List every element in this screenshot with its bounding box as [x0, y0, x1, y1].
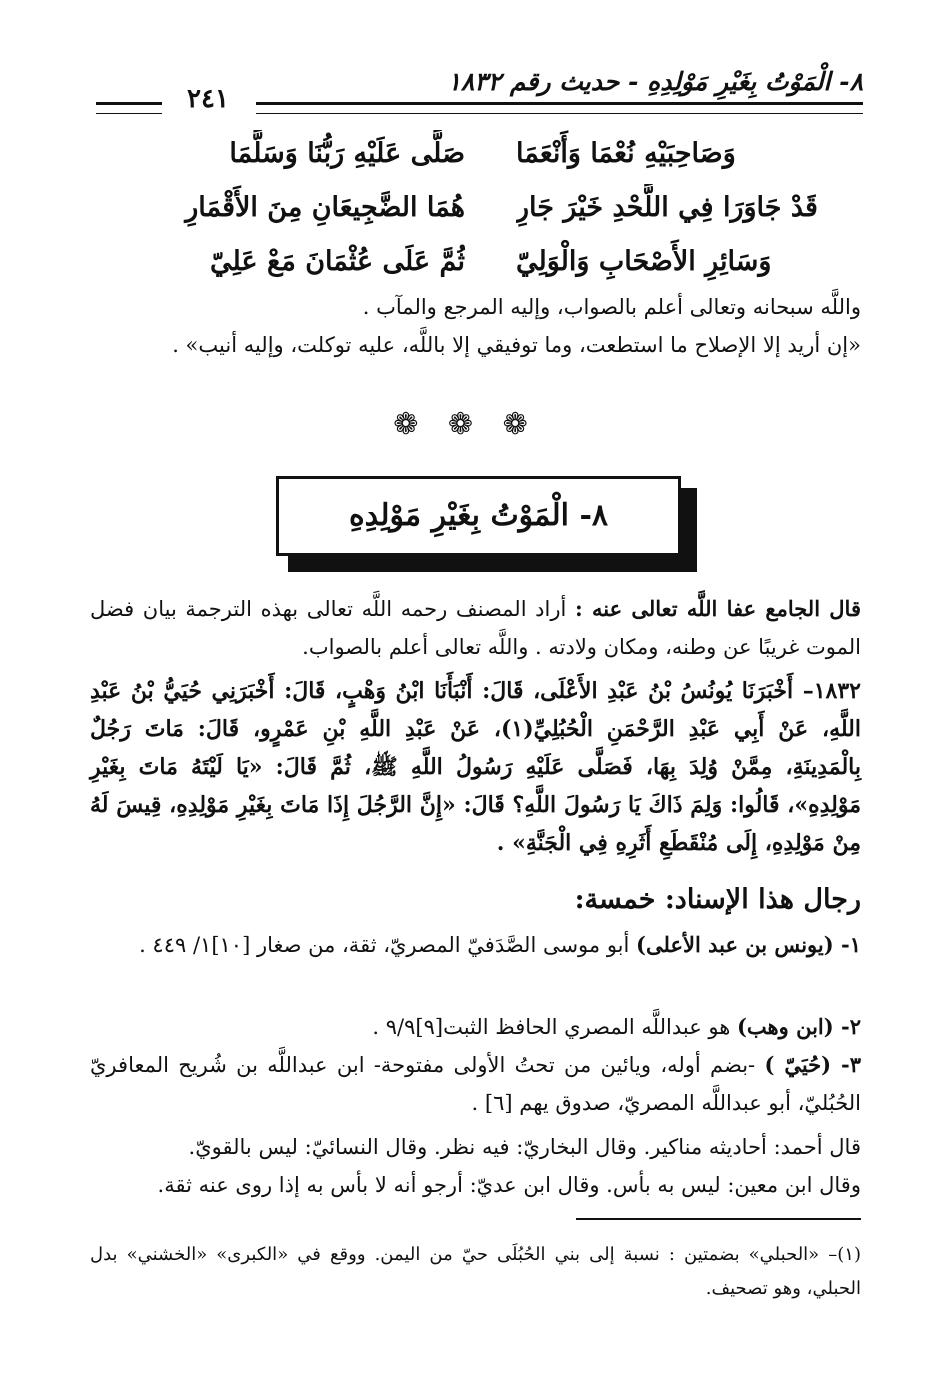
header-rule-short — [96, 102, 162, 114]
critique-line: قال أحمد: أحاديثه مناكير. وقال البخاريّ: فيه نظر. وقال النسائيّ: ليس بالقويّ. — [188, 1135, 861, 1159]
footnote: (١)– «الحبلي» بضمتين : نسبة إلى بني الحُبُلَى حيّ من اليمن. ووقع في «الكبرى» «الخشني» بدل الحبلي، وهو تصحيف. — [90, 1244, 861, 1299]
narrator-item — [90, 1008, 861, 1046]
narrator-description: هو عبداللَّه المصري الحافظ الثبت[٩]٩/٩ . — [372, 1015, 737, 1039]
narrators-heading: رجال هذا الإسناد: خمسة: — [574, 884, 861, 915]
running-title: ٨- الْمَوْتُ بِغَيْرِ مَوْلِدِهِ - حديث رقم ١٨٣٢ — [447, 67, 863, 96]
header-rule-long — [256, 102, 863, 114]
narrator-name: ٢- (ابن وهب) — [737, 1014, 861, 1039]
narrator-name: ٣- (حُيَيّ ) — [764, 1052, 861, 1077]
narrator-item — [90, 926, 861, 964]
narrator-name: ١- (يونس بن عبد الأعلى) — [636, 932, 861, 957]
narrator-description: -بضم أوله، ويائين من تحتُ الأولى مفتوحة- ابن عبداللَّه بن شُريح المعافريّ الحُبُليّ، أبو عبداللَّه المصريّ، صدوق يهم [٦] . — [90, 1053, 861, 1115]
chapter-title: ٨- الْمَوْتُ بِغَيْرِ مَوْلِدِهِ — [276, 476, 681, 556]
hemistich-second: وَصَاحِبَيْهِ نُعْمَا وَأَنْعَمَا — [516, 138, 736, 169]
poem-verse-1 — [120, 130, 861, 178]
narrator-description: أبو موسى الصَّدَفيّ المصريّ، ثقة، من صغار [١٠]١/ ٤٤٩ . — [139, 933, 637, 957]
poem-verse-3 — [120, 238, 861, 286]
closing-line: واللَّه سبحانه وتعالى أعلم بالصواب، وإليه المرجع والمآب . — [362, 295, 861, 319]
hemistich-first: ثُمَّ عَلَى عُثْمَانَ مَعْ عَلِيّ — [210, 246, 465, 277]
page-number: ٢٤١ — [187, 84, 229, 114]
intro-paragraph — [90, 590, 861, 666]
intro-lead: قال الجامع عفا اللَّه تعالى عنه : — [574, 596, 861, 621]
narrator-item — [90, 1046, 861, 1122]
hemistich-first: هُمَا الضَّجِيعَانِ مِنَ الأَقْمَارِ — [185, 192, 465, 223]
intro-text: أراد المصنف رحمه اللَّه تعالى بهذه الترجمة بيان فضل الموت غريبًا عن وطنه، ومكان ولادته . واللَّه تعالى أعلم بالصواب. — [90, 597, 861, 659]
footnote-rule — [576, 1218, 861, 1220]
closing-quote: «إن أريد إلا الإصلاح ما استطعت، وما توفيقي إلا باللَّه، عليه توكلت، وإليه أنيب» . — [172, 333, 861, 357]
hemistich-second: قَدْ جَاوَرَا فِي اللَّحْدِ خَيْرَ جَارِ — [516, 192, 818, 223]
hemistich-first: صَلَّى عَلَيْهِ رَبُّنَا وَسَلَّمَا — [229, 138, 465, 169]
critique-line: وقال ابن معين: ليس به بأس. وقال ابن عديّ: أرجو أنه لا بأس به إذا روى عنه ثقة. — [157, 1173, 861, 1197]
hemistich-second: وَسَائِرِ الأَصْحَابِ وَالْوَلِيّ — [516, 246, 772, 277]
section-separator: ❁ ❁ ❁ — [393, 407, 538, 442]
poem-verse-2 — [120, 184, 861, 232]
hadith-text: ١٨٣٢– أَخْبَرَنَا يُونُسُ بْنُ عَبْدِ الأَعْلَى، قَالَ: أَنْبَأَنَا ابْنُ وَهْبٍ، قَالَ: أَخْبَرَنِي حُيَيُّ بْنُ عَبْدِ اللَّهِ، عَنْ أَبِي عَبْدِ الرَّحْمَنِ الْحُبُلِيِّ(١)، عَنْ عَبْدِ اللَّهِ بْنِ عَمْرٍو، قَالَ: مَاتَ رَجُلٌ بِالْمَدِينَةِ، مِمَّنْ وُلِدَ بِهَا، فَصَلَّى عَلَيْهِ رَسُولُ اللَّهِ ﷺ، ثُمَّ قَالَ: «يَا لَيْتَهُ مَاتَ بِغَيْرِ مَوْلِدِهِ»، قَالُوا: وَلِمَ ذَاكَ يَا رَسُولَ اللَّهِ؟ قَالَ: «إِنَّ الرَّجُلَ إِذَا مَاتَ بِغَيْرِ مَوْلِدِهِ، قِيسَ لَهُ مِنْ مَوْلِدِهِ، إِلَى مُنْقَطَعِ أَثَرِهِ فِي الْجَنَّةِ» . — [90, 678, 861, 856]
